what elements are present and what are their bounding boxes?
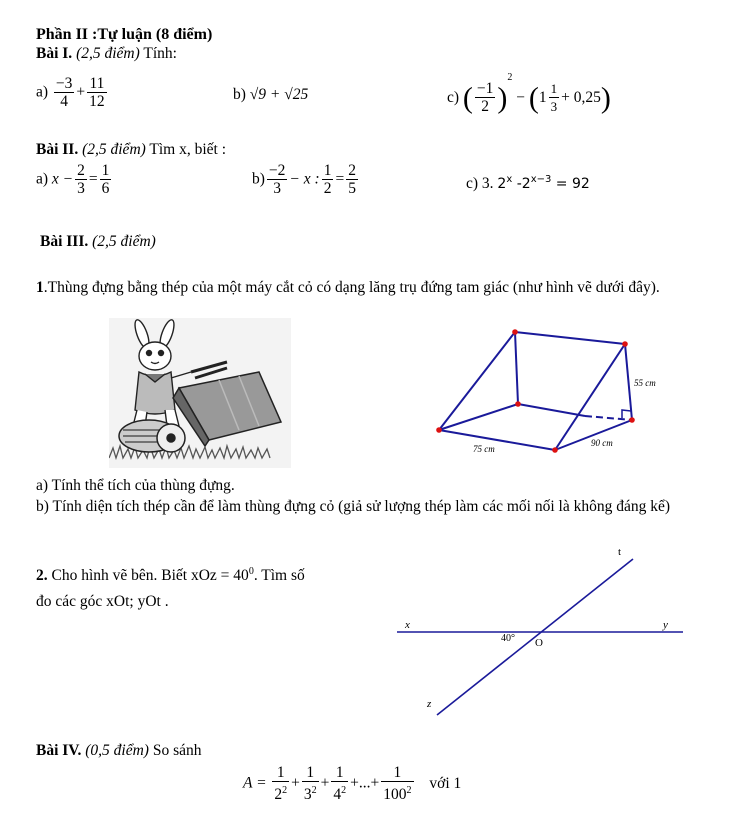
prism-edge <box>515 332 518 404</box>
prism-edge <box>439 404 518 430</box>
fraction: $\frac{1}{3}$ <box>550 81 558 115</box>
label-z: z <box>427 698 432 710</box>
operator: + <box>320 774 330 792</box>
bai1-a <box>36 76 109 110</box>
operator: + <box>291 774 300 792</box>
bai2-c-label: c) 3. <box>466 175 494 193</box>
mixed-whole: 1 <box>538 89 547 106</box>
q1-text: .Thùng đựng bằng thép của một máy cắt cỏ có dạng lăng trụ đứng tam giác (như hình vẽ dưới đây). <box>43 279 660 296</box>
bai3-points: (2,5 điểm) <box>92 233 156 250</box>
degree-mark: 0 <box>248 566 254 577</box>
fraction: $\frac{-1}{2}$ <box>476 80 494 116</box>
ellipsis: +...+ <box>350 774 380 792</box>
bai4-task: So sánh <box>152 742 202 759</box>
mower-drum <box>119 420 185 452</box>
bai1-b <box>233 86 308 104</box>
bai1-b-expr: √9 + √25 <box>249 86 309 103</box>
bai4-expression <box>243 765 461 803</box>
bai2-b-mid: − x : <box>289 170 320 188</box>
fraction: $\frac{1}{6}$ <box>101 162 110 197</box>
base: -2 <box>512 176 531 193</box>
prism-edge <box>439 332 515 430</box>
part-title: Phần II :Tự luận (8 điểm) <box>36 26 213 43</box>
bai3-sub-b: b) Tính diện tích thép cần để làm thùng đựng cỏ (giả sử lượng thép làm các mối nối là không đáng kể) <box>36 498 671 515</box>
fraction: $\frac{1}{4^2}$ <box>333 764 347 804</box>
bai2-c <box>466 174 590 193</box>
prism-vertex <box>512 329 518 335</box>
rhs: = 92 <box>551 176 590 193</box>
angle-diagram <box>395 545 685 720</box>
label-y: y <box>663 619 668 631</box>
bai1-points: (2,5 điểm) <box>76 45 140 62</box>
label-length: 75 cm <box>473 444 495 454</box>
compare-tail: với 1 <box>429 774 462 792</box>
bai4-heading <box>36 742 202 760</box>
fraction: $\frac{1}{100^2}$ <box>383 764 412 804</box>
q2-text-end: . Tìm số <box>253 567 305 585</box>
bai1-c-label: c) <box>447 89 460 106</box>
bai4-label: Bài IV. <box>36 742 82 759</box>
bai4-points: (0,5 điểm) <box>85 742 149 759</box>
prism-edge <box>515 332 625 344</box>
prism-edge <box>439 430 555 450</box>
prism-vertex <box>622 341 628 347</box>
bai1-a-label: a) <box>36 83 49 101</box>
bai3-label: Bài III. <box>40 233 89 250</box>
operator: = <box>88 170 98 188</box>
fraction: $\frac{2}{5}$ <box>348 162 356 197</box>
right-angle-mark <box>622 410 631 418</box>
fraction: $\frac{-2}{3}$ <box>268 162 286 197</box>
operator: − <box>516 89 526 106</box>
prism-edge <box>518 404 585 416</box>
prism-vertex <box>629 417 635 423</box>
operator: = <box>335 170 345 188</box>
bai2-b-label: b) <box>252 170 265 188</box>
bai1-task: Tính: <box>143 45 177 62</box>
bai2-a <box>36 163 113 197</box>
bai2-label: Bài II. <box>36 141 79 158</box>
bai3-sub-a: a) Tính thể tích của thùng đựng. <box>36 477 235 494</box>
bai2-a-pre: x − <box>51 170 74 188</box>
bai3-q2-line1 <box>36 566 305 585</box>
bai3-q1 <box>36 278 718 297</box>
bai2-points: (2,5 điểm) <box>82 141 146 158</box>
prism-vertex <box>552 447 558 453</box>
label-angle: 40° <box>501 633 515 644</box>
base: 2 <box>497 176 507 193</box>
prism-diagram <box>425 322 675 462</box>
bai1-c: c) ( $\frac{-1}{2}$ )$^2$ − (1 $\frac{1}{3}$ + 0,25) <box>447 72 611 116</box>
label-height: 55 cm <box>634 378 656 388</box>
fraction: $\frac{2}{3}$ <box>77 162 85 197</box>
prism-edge <box>555 344 625 450</box>
bai1-heading <box>36 45 177 63</box>
fraction: $\frac{-3}{4}$ <box>55 75 73 110</box>
label-t: t <box>618 546 622 558</box>
fraction: $\frac{11}{12}$ <box>89 75 105 110</box>
bai2-b <box>252 163 360 197</box>
label-width: 90 cm <box>591 438 613 448</box>
lhs: A = <box>243 774 267 792</box>
bai2-a-label: a) <box>36 170 49 188</box>
bai3-heading <box>40 233 156 251</box>
bai2-task: Tìm x, biết : <box>149 141 227 158</box>
fraction: $\frac{1}{2}$ <box>323 162 332 197</box>
q1-number: 1 <box>36 279 44 296</box>
exponent: x <box>506 174 513 185</box>
bai1-b-label: b) <box>233 86 246 103</box>
label-x: x <box>405 619 410 631</box>
bai2-heading <box>36 141 226 159</box>
bai1-label: Bài I. <box>36 45 73 62</box>
q2-number: 2. <box>36 567 48 585</box>
lawnmower-illustration <box>109 318 291 468</box>
prism-vertex <box>515 401 521 407</box>
fraction: $\frac{1}{3^2}$ <box>303 764 317 804</box>
bai1-c-tail: + 0,25 <box>561 89 601 106</box>
operator: + <box>76 83 86 101</box>
label-o: O <box>535 637 543 649</box>
prism-vertex <box>436 427 442 433</box>
prism-edge <box>625 344 632 420</box>
fraction: $\frac{1}{2^2}$ <box>274 764 288 804</box>
q2-text: Cho hình vẽ bên. Biết xOz = 40 <box>51 567 249 585</box>
exponent: x−3 <box>530 174 552 185</box>
exponent: 2 <box>507 72 513 83</box>
bai3-q2-line2: đo các góc xOt; yOt . <box>36 593 169 610</box>
prism-hidden-edge <box>585 416 632 420</box>
